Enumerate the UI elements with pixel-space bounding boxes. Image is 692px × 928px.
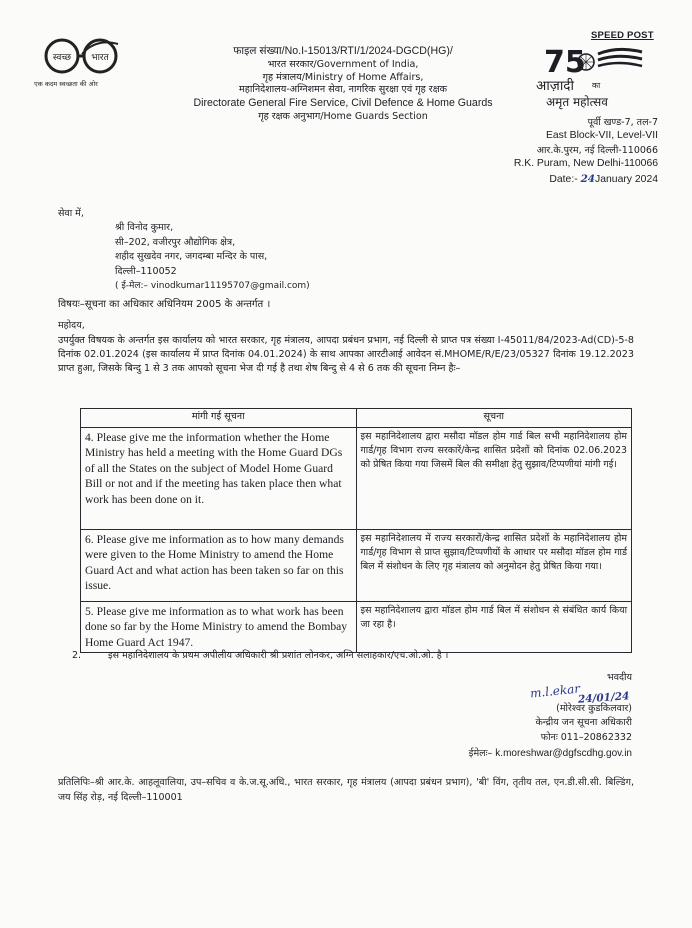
recipient-line-1: सी–202, वजीरपुर औद्योगिक क्षेत्र, [115,236,236,248]
table-cell-question: 5. Please give me information as to what work has been done so far by the Home Ministry to amend the Bombay Home Guard Act 1947. [81,602,357,653]
table-cell-answer: इस महानिदेशालय द्वारा मसौदा मॉडल होम गार्ड बिल सभी महानिदेशालय होम गार्ड/गृह विभाग राज्य सरकारें/केन्द्र शासित प्रदेशों को दिनांक 02.06.2023 को प्रेषित किया गया जिसमें बिल की समीक्षा हेतु सुझाव/टिप्पणीयां मांगी गई। [356,428,632,530]
signatory-email: k.moreshwar@dgfscdhg.gov.in [495,747,632,759]
table-cell-answer: इस महानिदेशालय में राज्य सरकारों/केन्द्र शासित प्रदेशों के महानिदेशालय होम गार्ड/गृह विभाग से प्राप्त सुझाव/टिप्पणीयों के आधार पर मसौदा मॉडल होम गार्ड बिल में संशोधन के लिए गृह मंत्रालय को अनुमोदन हेतु प्रेषित किया गया। [356,530,632,602]
header-government: भारत सरकार/Government of India, [267,58,419,70]
table-row [81,602,632,653]
table-cell-question: 6. Please give me information as to how many demands were given to the Home Ministry to amend the Home Guard Act and what action has been taken so far on this issue. [81,530,357,602]
column-header-requested: मांगी गई सूचना [81,409,357,428]
table-header-row [81,409,632,428]
speed-post-stamp: SPEED POST [591,30,654,41]
address-line-english-city: R.K. Puram, New Delhi-110066 [513,158,658,170]
recipient-name: श्री विनोद कुमार, [115,222,174,233]
recipient-address [115,221,415,294]
email-label: ईमेलः– [468,747,493,759]
information-table [80,408,632,653]
signature-date: 24/01/24 [577,690,630,706]
column-header-reply: सूचना [356,409,632,428]
address-line-hindi-city: आर.के.पुरम, नई दिल्ली-110066 [536,144,658,156]
copy-to: प्रतिलिपिः–श्री आर.के. आहलूवालिया, उप–सचिव व के.ज.सू.अधि., भारत सरकार, गृह मंत्रालय (आपदा प्रबंधन प्रभाग), 'बी' विंग, तृतीय तल, एन.डी.सी.सी. बिल्डिंग, जय सिंह रोड़, नई दिल्ली–110001 [58,777,634,803]
signatory-designation: केन्द्रीय जन सूचना अधिकारी [535,717,632,729]
recipient-email: ( ई-मेल:– vinodkumar11195707@gmail.com) [115,280,310,291]
header-section: गृह रक्षक अनुभाग/Home Guards Section [258,110,428,122]
logo-ka-text: का [592,81,601,90]
handwritten-signature: m.l.ekar [529,681,581,701]
letter-header [150,45,536,124]
logo-amrit-text: अमृत महोत्सव [546,95,608,109]
signatory-name: (मोरेश्वर कुडकिलवार) [556,702,632,714]
table-cell-question: 4. Please give me the information whether the Home Ministry has held a meeting with the Home Guard DGs of all the States on the subject of Model Home Guard Bill or not and if the meeting has taken place then what work has been done on it. [81,428,357,530]
to-label: सेवा में, [58,208,84,219]
subject-line: विषयः–सूचना का अधिकार अधिनियम 2005 के अन्तर्गत । [58,299,271,310]
header-directorate-english: Directorate General Fire Service, Civil Defence & Home Guards [193,96,493,109]
signatory-phone: फोनः 011–20862332 [540,732,632,744]
recipient-line-3: दिल्ली–110052 [115,266,177,278]
table-cell-answer: इस महानिदेशालय द्वारा मॉडल होम गार्ड बिल में संशोधन से संबंधित कार्य किया जा रहा है। [356,602,632,653]
emblem-swachh-text: स्वच्छ [52,53,72,63]
address-line-english-block: East Block-VII, Level-VII [545,130,658,142]
address-line-hindi-block: पूर्वी खण्ड-7, तल-7 [587,117,658,128]
date-handwritten-day: 24 [580,172,596,185]
header-directorate-hindi: महानिदेशालय-अग्निशमन सेवा, नागरिक सुरक्षा एवं गृह रक्षक [239,84,447,96]
emblem-tagline: एक कदम स्वच्छता की ओर [34,80,98,88]
logo-75-numeral: 75 [544,45,586,80]
salutation: महोदय, [58,320,85,331]
header-ministry: गृह मंत्रालय/Ministry of Home Affairs, [262,71,424,83]
table-row [81,530,632,602]
closing: भवदीय [607,672,632,683]
azadi-amrit-mahotsav-logo [530,40,656,110]
body-paragraph: उपर्युक्त विषयक के अन्तर्गत इस कार्यालय को भारत सरकार, गृह मंत्रालय, आपदा प्रबंधन प्रभाग, नई दिल्ली से प्राप्त पत्र संख्या I-45011/84/2023-Ad(CD)-5-8 दिनांक 02.01.2024 (इस कार्यालय में प्राप्त दिनांक 04.01.2024) के साथ आपका आरटीआई आवेदन सं.MHOME/R/E/23/05327 दिनांक 19.12.2023 प्राप्त हुआ, जिसके बिन्दु 1 से 3 तक आपको सूचना भेज दी गई है तथा शेष बिन्दु से 4 से 6 तक की सूचना निम्न हैः– [58,335,634,374]
recipient-line-2: शहीद सुखदेव नगर, जगदम्बा मन्दिर के पास, [115,251,268,263]
logo-azadi-text: आज़ादी [536,78,574,94]
table-row [81,428,632,530]
date-label: Date:- [549,173,578,185]
sender-address [478,116,658,187]
signatory-email-line [438,746,632,762]
letter-date [478,172,658,188]
signature-block [438,671,632,762]
date-month-year: January 2024 [595,173,658,185]
file-number: फाइल संख्या/No.I-15013/RTI/1/2024-DGCD(HG)/ [233,45,453,57]
swachh-bharat-logo [22,32,140,92]
appellate-officer-text: इस महानिदेशालय के प्रथम अपीलीय अधिकारी श्री प्रशांत लोनकर, अग्नि सलाहकार/एच.ओ.ओ. है । [108,650,449,661]
emblem-bharat-text: भारत [91,53,109,63]
paragraph-number: 2. [72,650,82,661]
